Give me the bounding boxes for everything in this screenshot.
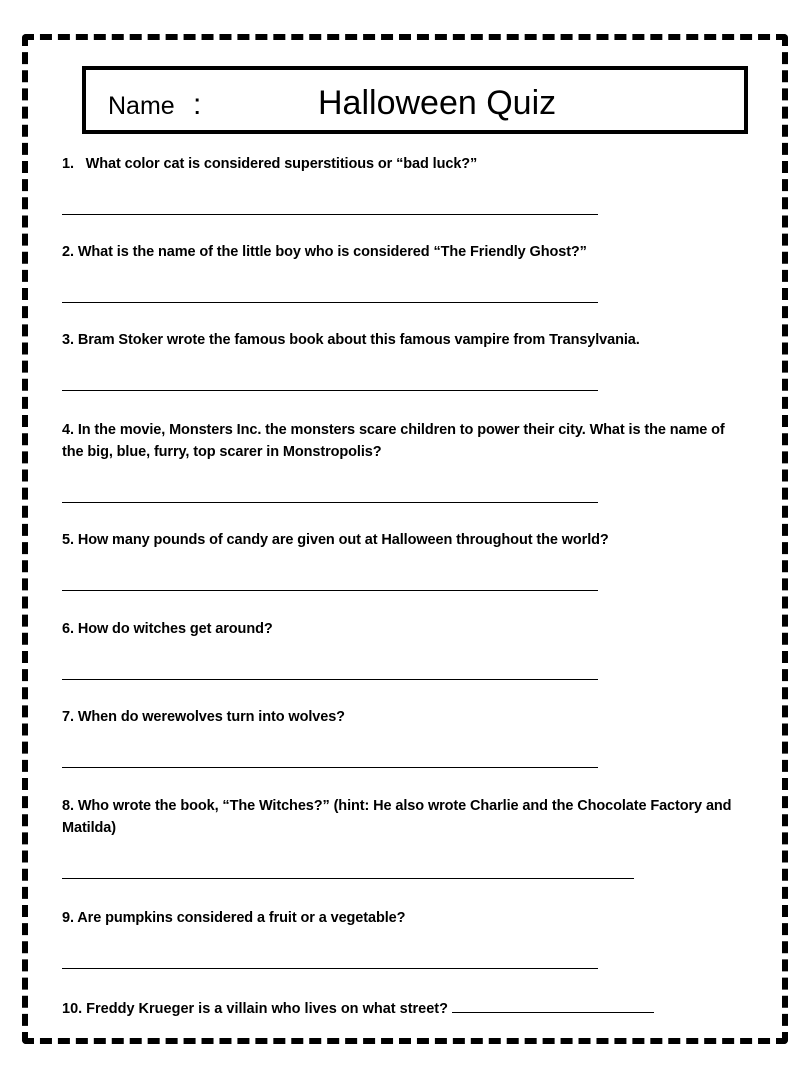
answer-line-5[interactable] xyxy=(62,590,598,591)
question-8: 8. Who wrote the book, “The Witches?” (hint: He also wrote Charlie and the Chocolate Factory and Matilda) xyxy=(62,798,732,836)
answer-line-8[interactable] xyxy=(62,878,634,879)
question-10: 10. Freddy Krueger is a villain who lives on what street? xyxy=(62,1001,448,1017)
answer-line-3[interactable] xyxy=(62,390,598,391)
question-6: 6. How do witches get around? xyxy=(62,621,273,637)
answer-line-1[interactable] xyxy=(62,214,598,215)
question-10-row xyxy=(62,996,654,1020)
question-1: 1. What color cat is considered superstitious or “bad luck?” xyxy=(62,156,478,172)
question-9: 9. Are pumpkins considered a fruit or a vegetable? xyxy=(62,910,406,926)
question-7: 7. When do werewolves turn into wolves? xyxy=(62,709,345,725)
question-5: 5. How many pounds of candy are given out at Halloween throughout the world? xyxy=(62,532,609,548)
answer-line-7[interactable] xyxy=(62,767,598,768)
answer-line-4[interactable] xyxy=(62,502,598,503)
name-colon: : xyxy=(193,88,202,121)
name-label: Name xyxy=(108,92,175,120)
question-3: 3. Bram Stoker wrote the famous book about this famous vampire from Transylvania. xyxy=(62,332,640,348)
answer-line-2[interactable] xyxy=(62,302,598,303)
quiz-title: Halloween Quiz xyxy=(318,84,557,122)
question-4: 4. In the movie, Monsters Inc. the monsters scare children to power their city. What is the name of the big, blue, furry, top scarer in Monstropolis? xyxy=(62,422,725,460)
answer-line-10[interactable] xyxy=(452,996,654,1013)
answer-line-6[interactable] xyxy=(62,679,598,680)
answer-line-9[interactable] xyxy=(62,968,598,969)
question-2: 2. What is the name of the little boy who is considered “The Friendly Ghost?” xyxy=(62,244,587,260)
